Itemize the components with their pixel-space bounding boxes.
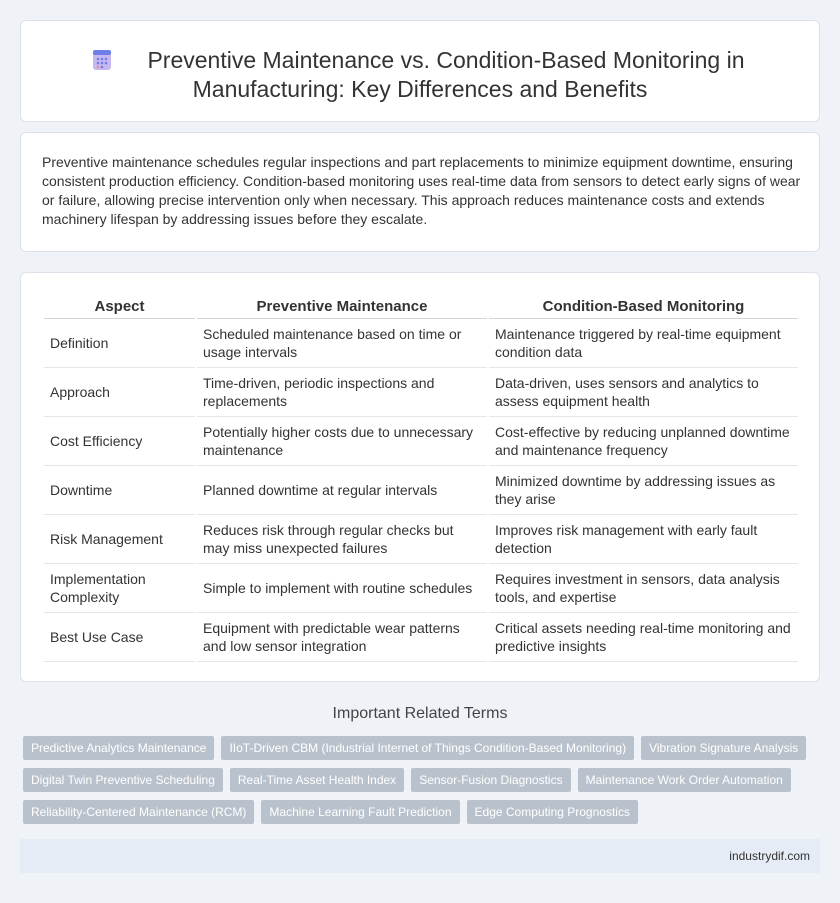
table-cell-condition: Cost-effective by reducing unplanned downtime and maintenance frequency — [489, 417, 798, 466]
table-cell-aspect: Downtime — [44, 466, 195, 515]
comparison-table — [42, 295, 800, 662]
table-cell-preventive: Simple to implement with routine schedules — [197, 564, 487, 613]
table-cell-preventive: Time-driven, periodic inspections and replacements — [197, 368, 487, 417]
intro-text: Preventive maintenance schedules regular inspections and part replacements to minimize equipment downtime, ensuring consistent production efficiency. Condition-based monitoring uses real-time data from sensors to detect early signs of wear or failure, allowing precise intervention only when necessary. This approach reduces maintenance costs and extends machinery lifespan by addressing issues before they escalate. — [42, 154, 801, 227]
table-row — [44, 564, 798, 613]
header-preventive: Preventive Maintenance — [197, 295, 487, 319]
table-cell-aspect: Risk Management — [44, 515, 195, 564]
page-title-line1: Preventive Maintenance vs. Condition-Based Monitoring in — [147, 47, 745, 73]
tag-row — [23, 736, 823, 760]
table-cell-aspect: Approach — [44, 368, 195, 417]
related-term-tag[interactable]: Vibration Signature Analysis — [641, 736, 806, 760]
table-row — [44, 368, 798, 417]
header-aspect: Aspect — [44, 295, 195, 319]
tag-row — [23, 800, 823, 824]
related-terms-title: Important Related Terms — [332, 705, 508, 722]
table-header-row — [44, 295, 798, 319]
related-term-tag[interactable]: Digital Twin Preventive Scheduling — [23, 768, 223, 792]
related-term-tag[interactable]: Machine Learning Fault Prediction — [261, 800, 459, 824]
tag-row — [23, 768, 823, 792]
page-title — [21, 46, 819, 104]
title-card — [20, 20, 820, 122]
table-cell-aspect: Definition — [44, 319, 195, 368]
related-term-tag[interactable]: Sensor-Fusion Diagnostics — [411, 768, 570, 792]
related-term-tag[interactable]: IIoT-Driven CBM (Industrial Internet of Things Condition-Based Monitoring) — [221, 736, 634, 760]
related-term-tag[interactable]: Real-Time Asset Health Index — [230, 768, 404, 792]
table-cell-condition: Improves risk management with early fault detection — [489, 515, 798, 564]
table-cell-preventive: Scheduled maintenance based on time or usage intervals — [197, 319, 487, 368]
related-term-tag[interactable]: Edge Computing Prognostics — [467, 800, 638, 824]
table-row — [44, 417, 798, 466]
table-cell-preventive: Potentially higher costs due to unnecessary maintenance — [197, 417, 487, 466]
comparison-table-card — [20, 272, 820, 682]
table-cell-aspect: Best Use Case — [44, 613, 195, 662]
table-cell-aspect: Implementation Complexity — [44, 564, 195, 613]
table-row — [44, 613, 798, 662]
table-cell-condition: Maintenance triggered by real-time equipment condition data — [489, 319, 798, 368]
table-cell-condition: Data-driven, uses sensors and analytics to assess equipment health — [489, 368, 798, 417]
table-cell-condition: Requires investment in sensors, data analysis tools, and expertise — [489, 564, 798, 613]
table-cell-condition: Critical assets needing real-time monitoring and predictive insights — [489, 613, 798, 662]
related-terms — [23, 736, 823, 832]
related-term-tag[interactable]: Reliability-Centered Maintenance (RCM) — [23, 800, 254, 824]
intro-card — [20, 132, 820, 252]
related-term-tag[interactable]: Predictive Analytics Maintenance — [23, 736, 214, 760]
header-condition-based: Condition-Based Monitoring — [489, 295, 798, 319]
table-cell-preventive: Equipment with predictable wear patterns and low sensor integration — [197, 613, 487, 662]
table-cell-preventive: Planned downtime at regular intervals — [197, 466, 487, 515]
related-term-tag[interactable]: Maintenance Work Order Automation — [578, 768, 791, 792]
table-row — [44, 319, 798, 368]
table-row — [44, 466, 798, 515]
table-cell-condition: Minimized downtime by addressing issues as they arise — [489, 466, 798, 515]
table-cell-aspect: Cost Efficiency — [44, 417, 195, 466]
footer — [20, 839, 820, 873]
page-title-line2: Manufacturing: Key Differences and Benefits — [192, 76, 648, 102]
footer-site-link[interactable]: industrydif.com — [729, 849, 810, 863]
table-cell-preventive: Reduces risk through regular checks but may miss unexpected failures — [197, 515, 487, 564]
table-row — [44, 515, 798, 564]
